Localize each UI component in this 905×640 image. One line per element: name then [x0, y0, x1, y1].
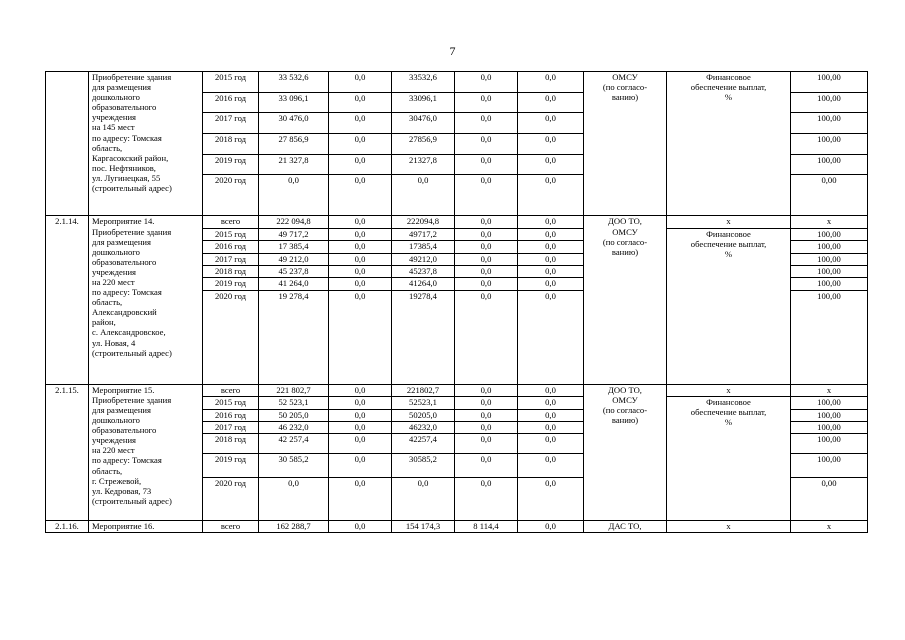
- extra-cell: 0,0: [518, 454, 584, 478]
- federal-cell: 0,0: [329, 216, 392, 228]
- target-cell: 100,00: [791, 228, 868, 240]
- total-cell: 49 717,2: [259, 228, 329, 240]
- year-cell: всего: [203, 521, 259, 533]
- total-cell: 162 288,7: [259, 521, 329, 533]
- page-number: 7: [449, 44, 456, 58]
- year-cell: 2019 год: [203, 278, 259, 290]
- local-cell: 0,0: [455, 434, 518, 454]
- total-cell: 33 096,1: [259, 92, 329, 113]
- total-cell: 42 257,4: [259, 434, 329, 454]
- year-cell: всего: [203, 384, 259, 396]
- local-cell: 0,0: [455, 278, 518, 290]
- total-cell: 49 212,0: [259, 253, 329, 265]
- measure-name: Приобретение здания для размещения дошкольного образовательного учреждения на 145 мест по адресу: Томская область, Каргасокский район, пос. Нефтяников, ул. Лугинецкая, 55 (строительный адрес): [89, 72, 203, 216]
- extra-cell: 0,0: [518, 421, 584, 433]
- target-cell: 100,00: [791, 113, 868, 134]
- regional-cell: 221802,7: [392, 384, 455, 396]
- federal-cell: 0,0: [329, 154, 392, 175]
- regional-cell: 33532,6: [392, 72, 455, 93]
- local-cell: 0,0: [455, 154, 518, 175]
- table-row: [46, 521, 868, 533]
- indicator-cell: Финансовое обеспечение выплат, %: [667, 397, 791, 521]
- year-cell: 2017 год: [203, 113, 259, 134]
- table-row: [46, 384, 868, 396]
- federal-cell: 0,0: [329, 253, 392, 265]
- row-number: 2.1.14.: [46, 216, 89, 384]
- total-cell: 33 532,6: [259, 72, 329, 93]
- local-cell: 0,0: [455, 454, 518, 478]
- target-cell: 100,00: [791, 134, 868, 155]
- local-cell: 0,0: [455, 266, 518, 278]
- total-cell: 52 523,1: [259, 397, 329, 409]
- federal-cell: 0,0: [329, 434, 392, 454]
- federal-cell: 0,0: [329, 134, 392, 155]
- local-cell: 0,0: [455, 175, 518, 216]
- measure-name: Мероприятие 16.: [89, 521, 203, 533]
- total-cell: 17 385,4: [259, 241, 329, 253]
- extra-cell: 0,0: [518, 228, 584, 240]
- year-cell: 2020 год: [203, 478, 259, 521]
- extra-cell: 0,0: [518, 72, 584, 93]
- total-cell: 0,0: [259, 478, 329, 521]
- extra-cell: 0,0: [518, 266, 584, 278]
- regional-cell: 0,0: [392, 175, 455, 216]
- indicator-cell: Финансовое обеспечение выплат, %: [667, 228, 791, 384]
- federal-cell: 0,0: [329, 478, 392, 521]
- regional-cell: 45237,8: [392, 266, 455, 278]
- local-cell: 0,0: [455, 134, 518, 155]
- target-cell: 100,00: [791, 241, 868, 253]
- local-cell: 0,0: [455, 253, 518, 265]
- regional-cell: 0,0: [392, 478, 455, 521]
- federal-cell: 0,0: [329, 521, 392, 533]
- federal-cell: 0,0: [329, 290, 392, 384]
- target-cell: x: [791, 521, 868, 533]
- total-cell: 27 856,9: [259, 134, 329, 155]
- local-cell: 0,0: [455, 92, 518, 113]
- year-cell: 2016 год: [203, 92, 259, 113]
- extra-cell: 0,0: [518, 92, 584, 113]
- total-cell: 50 205,0: [259, 409, 329, 421]
- indicator-x-cell: x: [667, 521, 791, 533]
- year-cell: 2020 год: [203, 175, 259, 216]
- target-cell: 100,00: [791, 409, 868, 421]
- regional-cell: 41264,0: [392, 278, 455, 290]
- regional-cell: 30585,2: [392, 454, 455, 478]
- local-cell: 0,0: [455, 397, 518, 409]
- local-cell: 0,0: [455, 241, 518, 253]
- target-cell: 100,00: [791, 397, 868, 409]
- local-cell: 0,0: [455, 228, 518, 240]
- federal-cell: 0,0: [329, 175, 392, 216]
- year-cell: 2020 год: [203, 290, 259, 384]
- federal-cell: 0,0: [329, 454, 392, 478]
- row-number: [46, 72, 89, 216]
- year-cell: 2019 год: [203, 154, 259, 175]
- regional-cell: 52523,1: [392, 397, 455, 409]
- local-cell: 0,0: [455, 216, 518, 228]
- extra-cell: 0,0: [518, 409, 584, 421]
- extra-cell: 0,0: [518, 278, 584, 290]
- regional-cell: 222094,8: [392, 216, 455, 228]
- target-cell: 100,00: [791, 290, 868, 384]
- year-cell: 2018 год: [203, 134, 259, 155]
- target-cell: x: [791, 216, 868, 228]
- regional-cell: 30476,0: [392, 113, 455, 134]
- year-cell: 2015 год: [203, 397, 259, 409]
- extra-cell: 0,0: [518, 384, 584, 396]
- table-row: [46, 72, 868, 93]
- year-cell: 2015 год: [203, 72, 259, 93]
- program-table: [45, 71, 868, 533]
- local-cell: 0,0: [455, 421, 518, 433]
- total-cell: 30 476,0: [259, 113, 329, 134]
- indicator-cell: Финансовое обеспечение выплат, %: [667, 72, 791, 216]
- extra-cell: 0,0: [518, 216, 584, 228]
- federal-cell: 0,0: [329, 241, 392, 253]
- total-cell: 222 094,8: [259, 216, 329, 228]
- row-number: 2.1.15.: [46, 384, 89, 521]
- regional-cell: 46232,0: [392, 421, 455, 433]
- indicator-x-cell: x: [667, 384, 791, 396]
- total-cell: 41 264,0: [259, 278, 329, 290]
- local-cell: 0,0: [455, 72, 518, 93]
- target-cell: 100,00: [791, 434, 868, 454]
- year-cell: 2016 год: [203, 409, 259, 421]
- local-cell: 8 114,4: [455, 521, 518, 533]
- target-cell: 100,00: [791, 72, 868, 93]
- extra-cell: 0,0: [518, 175, 584, 216]
- regional-cell: 27856,9: [392, 134, 455, 155]
- year-cell: 2018 год: [203, 434, 259, 454]
- local-cell: 0,0: [455, 409, 518, 421]
- extra-cell: 0,0: [518, 253, 584, 265]
- extra-cell: 0,0: [518, 134, 584, 155]
- federal-cell: 0,0: [329, 409, 392, 421]
- year-cell: 2018 год: [203, 266, 259, 278]
- total-cell: 46 232,0: [259, 421, 329, 433]
- federal-cell: 0,0: [329, 421, 392, 433]
- extra-cell: 0,0: [518, 434, 584, 454]
- federal-cell: 0,0: [329, 92, 392, 113]
- federal-cell: 0,0: [329, 278, 392, 290]
- target-cell: 0,00: [791, 478, 868, 521]
- local-cell: 0,0: [455, 113, 518, 134]
- target-cell: 100,00: [791, 154, 868, 175]
- regional-cell: 49212,0: [392, 253, 455, 265]
- regional-cell: 19278,4: [392, 290, 455, 384]
- regional-cell: 21327,8: [392, 154, 455, 175]
- year-cell: 2015 год: [203, 228, 259, 240]
- extra-cell: 0,0: [518, 154, 584, 175]
- year-cell: 2016 год: [203, 241, 259, 253]
- extra-cell: 0,0: [518, 113, 584, 134]
- extra-cell: 0,0: [518, 521, 584, 533]
- federal-cell: 0,0: [329, 113, 392, 134]
- regional-cell: 42257,4: [392, 434, 455, 454]
- target-cell: 100,00: [791, 92, 868, 113]
- row-number: 2.1.16.: [46, 521, 89, 533]
- target-cell: x: [791, 384, 868, 396]
- target-cell: 100,00: [791, 253, 868, 265]
- local-cell: 0,0: [455, 290, 518, 384]
- executor-cell: ОМСУ (по согласо- ванию): [584, 72, 667, 216]
- indicator-x-cell: x: [667, 216, 791, 228]
- target-cell: 100,00: [791, 266, 868, 278]
- total-cell: 221 802,7: [259, 384, 329, 396]
- regional-cell: 50205,0: [392, 409, 455, 421]
- executor-cell: ДАС ТО,: [584, 521, 667, 533]
- target-cell: 100,00: [791, 454, 868, 478]
- year-cell: всего: [203, 216, 259, 228]
- total-cell: 0,0: [259, 175, 329, 216]
- regional-cell: 154 174,3: [392, 521, 455, 533]
- target-cell: 0,00: [791, 175, 868, 216]
- extra-cell: 0,0: [518, 241, 584, 253]
- federal-cell: 0,0: [329, 266, 392, 278]
- local-cell: 0,0: [455, 384, 518, 396]
- target-cell: 100,00: [791, 278, 868, 290]
- target-cell: 100,00: [791, 421, 868, 433]
- measure-name: Мероприятие 15. Приобретение здания для размещения дошкольного образовательного учреждения на 220 мест по адресу: Томская область, г. Стрежевой, ул. Кедровая, 73 (строительный адрес): [89, 384, 203, 521]
- total-cell: 30 585,2: [259, 454, 329, 478]
- extra-cell: 0,0: [518, 478, 584, 521]
- executor-cell: ДОО ТО, ОМСУ (по согласо- ванию): [584, 216, 667, 384]
- extra-cell: 0,0: [518, 397, 584, 409]
- year-cell: 2019 год: [203, 454, 259, 478]
- total-cell: 19 278,4: [259, 290, 329, 384]
- federal-cell: 0,0: [329, 228, 392, 240]
- total-cell: 21 327,8: [259, 154, 329, 175]
- year-cell: 2017 год: [203, 253, 259, 265]
- extra-cell: 0,0: [518, 290, 584, 384]
- measure-name: Мероприятие 14. Приобретение здания для размещения дошкольного образовательного учреждения на 220 мест по адресу: Томская область, Александровский район, с. Александровское, ул. Новая, 4 (строительный адрес): [89, 216, 203, 384]
- federal-cell: 0,0: [329, 397, 392, 409]
- total-cell: 45 237,8: [259, 266, 329, 278]
- local-cell: 0,0: [455, 478, 518, 521]
- regional-cell: 17385,4: [392, 241, 455, 253]
- regional-cell: 33096,1: [392, 92, 455, 113]
- table-row: [46, 216, 868, 228]
- executor-cell: ДОО ТО, ОМСУ (по согласо- ванию): [584, 384, 667, 521]
- year-cell: 2017 год: [203, 421, 259, 433]
- federal-cell: 0,0: [329, 72, 392, 93]
- federal-cell: 0,0: [329, 384, 392, 396]
- regional-cell: 49717,2: [392, 228, 455, 240]
